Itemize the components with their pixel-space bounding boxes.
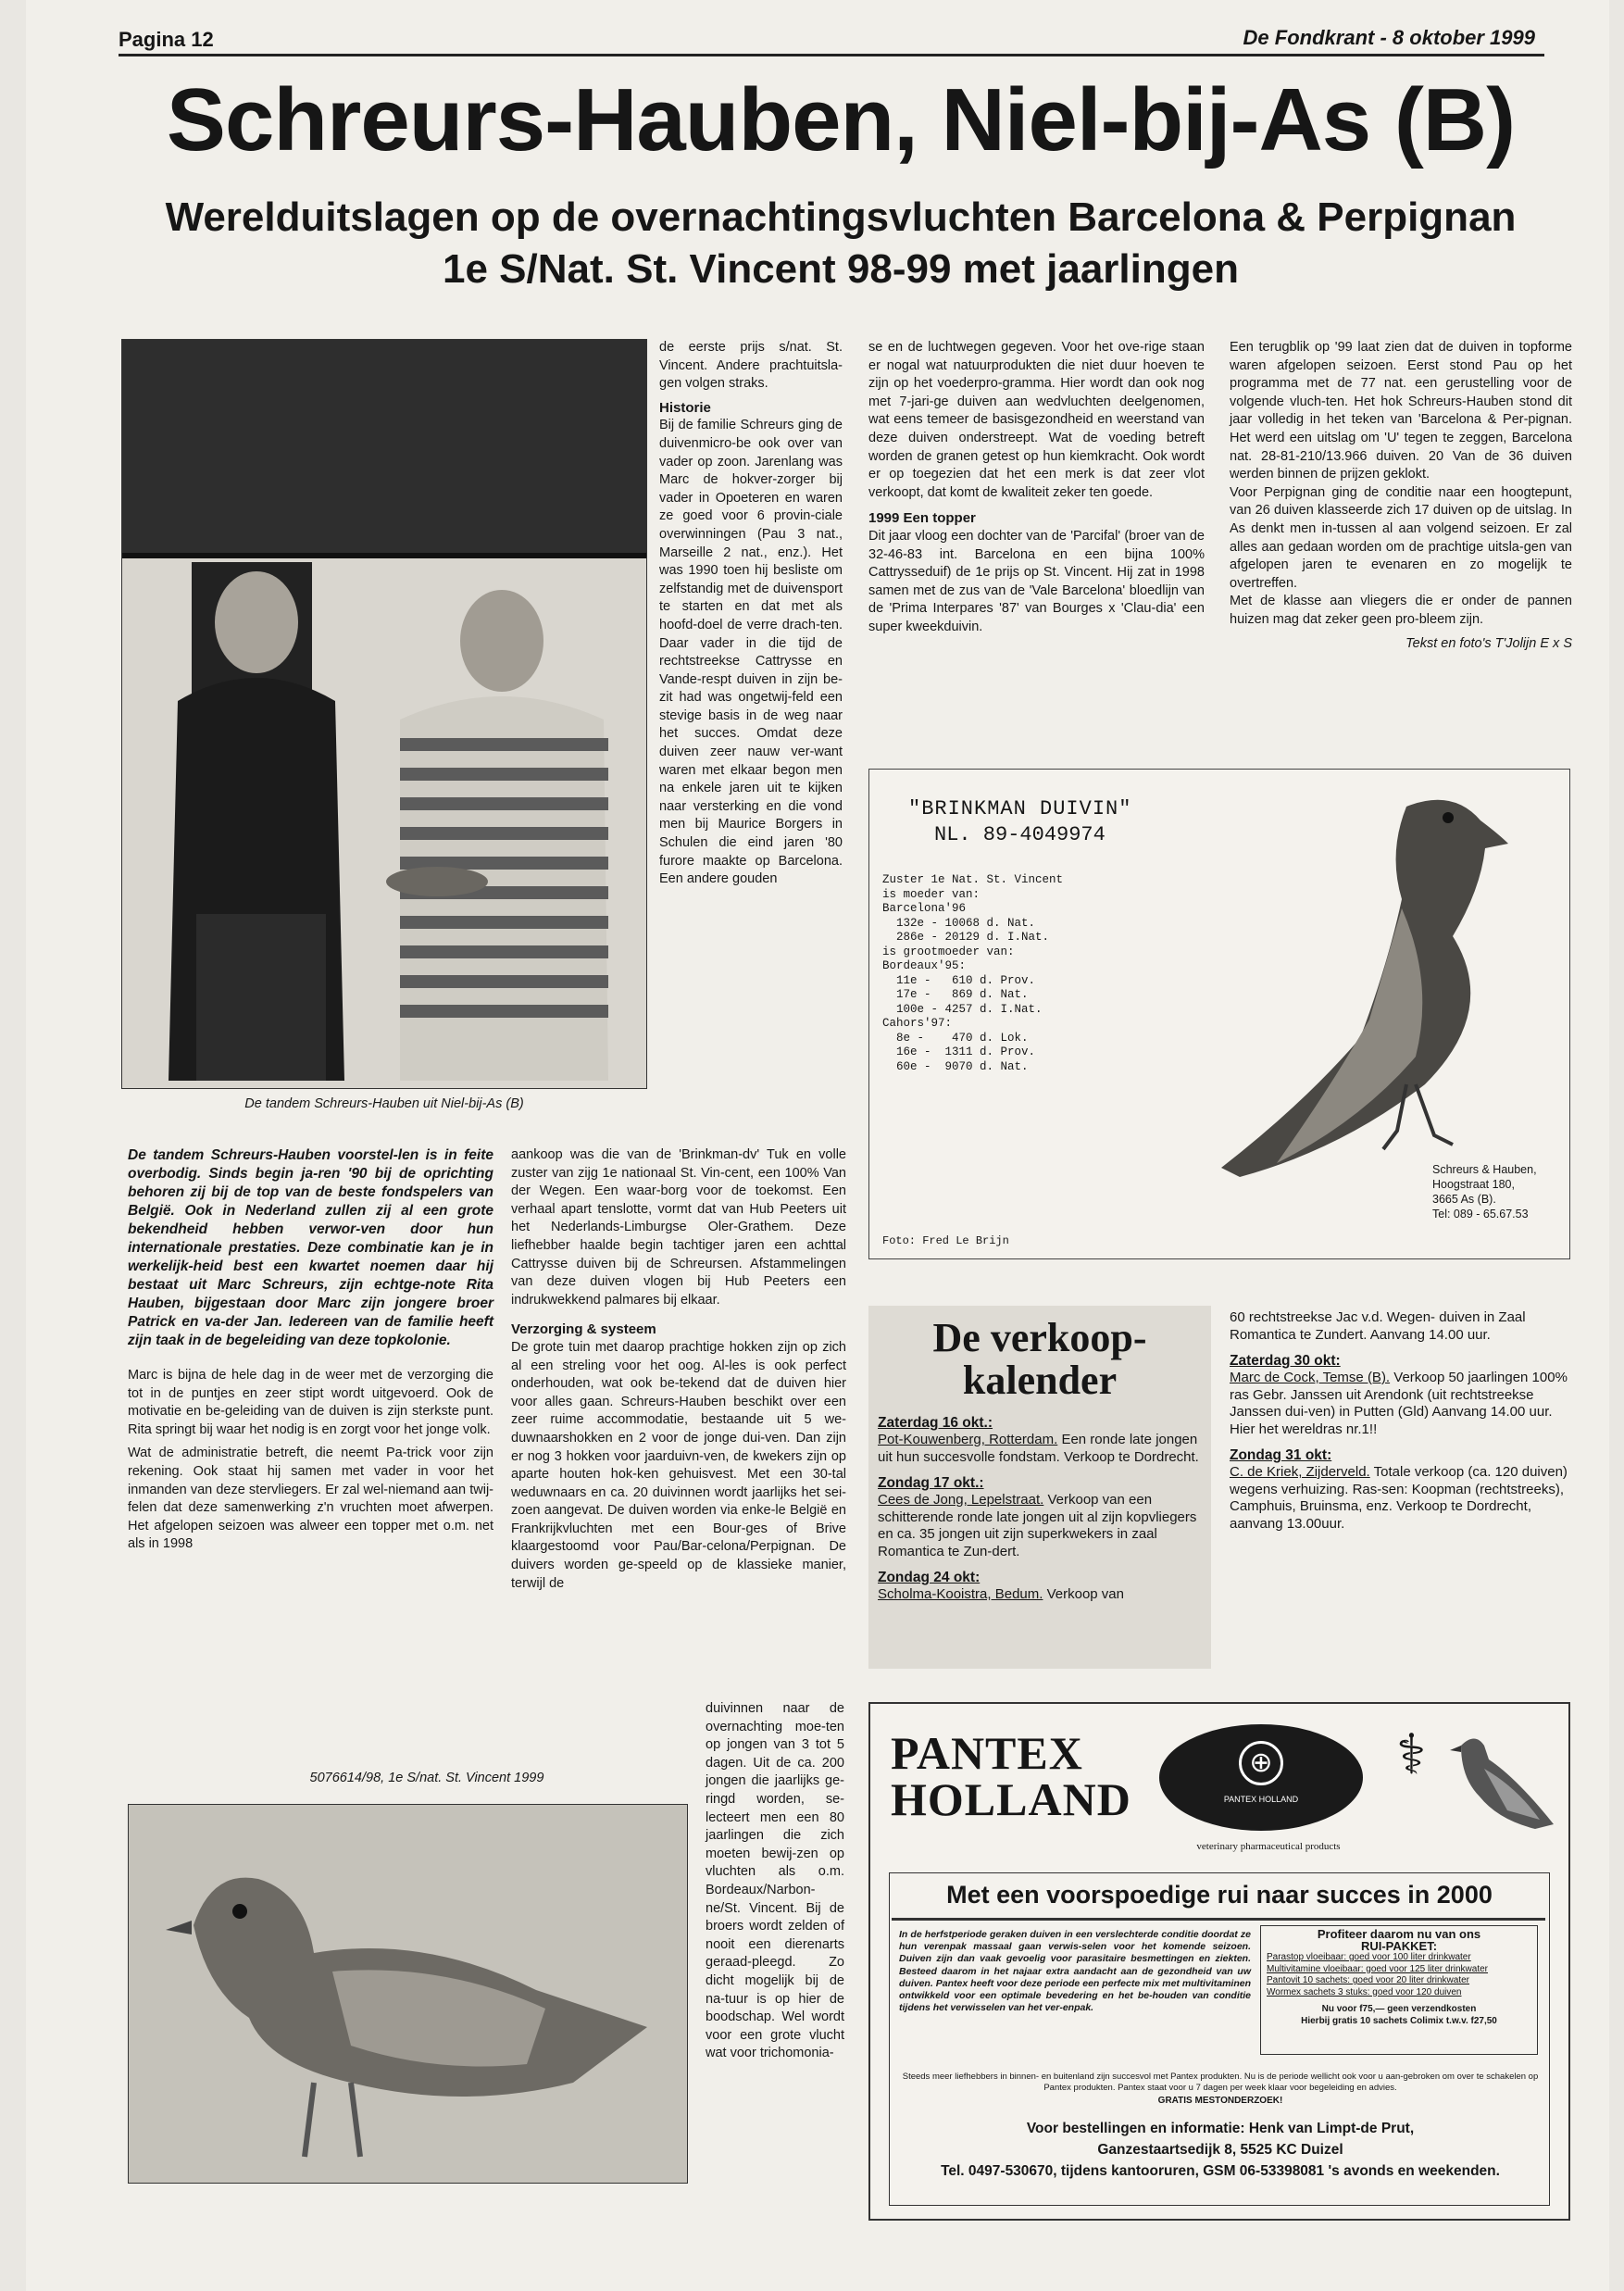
pantex-fine-print: Steeds meer liefhebbers in binnen- en buitenland zijn succesvol met Pantex produkten. Nu is de periode wellicht ook voor u aan-gebroken om over te schakelen op Pantex produkten. Pantex staat voor u 7 dagen per week klaar voor begeleiding en advies. (902, 2072, 1539, 2093)
photo-credit: Tekst en foto's T'Jolijn E x S (1405, 635, 1572, 651)
issue-date: 8 oktober 1999 (1392, 26, 1535, 49)
box-subtitle: RUI-PAKKET: (1360, 1938, 1438, 1953)
kalender-col-right (1230, 1309, 1572, 1533)
pedigree-line: Zuster 1e Nat. St. Vincent (882, 873, 1064, 886)
page-title: Schreurs-Hauben, Niel-bij-As (B) (166, 70, 1516, 169)
address-line: Hoogstraat 180, (1432, 1178, 1515, 1191)
ad-pigeon-name: "BRINKMAN DUIVIN" (908, 797, 1132, 820)
kalender-entry (878, 1492, 1202, 1560)
kalender-entry (1230, 1464, 1572, 1533)
address-line: Tel: 089 - 65.67.53 (1432, 1208, 1529, 1221)
kalender-text: Verkoop 50 jaarlingen 100% ras Gebr. Janssen uit Arendonk (uit rechtstreekse Janssen dui-ven) in Putten (Gld) Aanvang 14.00 uur. Hier het wereldras nr.1!! (1230, 1370, 1568, 1437)
kalender-text: Een ronde late jongen uit hun succesvolle fondstam. Verkoop te Dordrecht. (878, 1432, 1199, 1465)
kalender-date: Zaterdag 16 okt.: (878, 1415, 993, 1431)
paragraph: Wat de administratie betreft, die neemt Pa-trick voor zijn rekening. Ook staat hij samen met vader in voor het inmanden van deze stervliegers. Er zal wel-niemand aan twij-felen dat deze samenwerking z'n vruchten moet afwerpen. Het afgelopen seizoen was alweer een topper met o.m. net als in 1998 (128, 1446, 493, 1552)
pantex-logo-line: PANTEX (891, 1727, 1083, 1779)
pedigree-line: 132e - 10068 d. Nat. (882, 916, 1036, 930)
oval-label: PANTEX HOLLAND (1223, 1795, 1299, 1804)
page-number: Pagina 12 (119, 28, 214, 51)
kalender-seller: Marc de Cock, Temse (B). (1230, 1370, 1391, 1385)
pedigree-line: Cahors'97: (882, 1017, 953, 1030)
photo-caption-1: De tandem Schreurs-Hauben uit Niel-bij-As (B) (244, 1096, 524, 1111)
article-col-narrow-bottom (706, 1700, 844, 2069)
ad-pedigree-list (882, 873, 1063, 1074)
verkoop-kalender (868, 1306, 1572, 1669)
kalender-seller: C. de Kriek, Zijderveld. (1230, 1464, 1370, 1480)
article-col-3 (868, 339, 1205, 643)
box-title: Profiteer daarom nu van ons (1317, 1927, 1481, 1941)
kalender-entries-left (868, 1402, 1211, 1604)
address-line: Schreurs & Hauben, (1432, 1163, 1537, 1176)
divider (892, 1918, 1545, 1921)
pantex-logo-line: HOLLAND (891, 1773, 1131, 1825)
pedigree-line: 286e - 20129 d. I.Nat. (882, 931, 1050, 944)
portrait-photo (121, 339, 647, 1089)
ad-photo-credit: Foto: Fred Le Brijn (882, 1234, 1009, 1247)
subtitle-line-1: Werelduitslagen op de overnachtingsvluchten Barcelona & Perpignan (165, 194, 1517, 240)
pigeon-illustration (1203, 779, 1555, 1223)
globe-icon: ⊕ (1239, 1741, 1283, 1785)
pantex-fine-print-2: GRATIS MESTONDERZOEK! (1157, 2096, 1283, 2106)
intro-paragraph: De tandem Schreurs-Hauben voorstel-len is in feite overbodig. Sinds begin ja-ren '90 bij de oprichting behoren zij bij de top van de beste fondspelers van België. Ook in Nederland zullen zij al een grote bekendheid hebben verwor-ven door hun internationale prestaties. Deze combinatie kan je in werkelijk-heid best een kwartet noemen daar hij bestaat uit Marc Schreurs, zijn echtge-note Rita Hauben, bijgestaan door Marc zijn jongere broer Patrick en va-der Jan. Iedereen van de familie heeft zijn taak in de begeleiding van deze topkolonie. (128, 1147, 493, 1348)
article-col-middle (511, 1146, 846, 1598)
box-bonus: Hierbij gratis 10 sachets Colimix t.w.v. f27,50 (1301, 2015, 1497, 2026)
paragraph: duivinnen naar de overnachting moe-ten op jongen van 3 tot 5 dagen. Uit de ca. 200 jongen die jaarlijks ge-ringd worden, se-lecteert men een 80 jaarlingen die zich moeten bewij-zen op vluchten als o.m. Bordeaux/Narbon-ne/St. Vincent. Bij de broers wordt zelden of nooit een dierenarts geraad-pleegd. Zo dicht mogelijk bij de na-tuur is op hier de boodschap. Wel wordt voor een grote vlucht wat voor trichomonia- (706, 1701, 844, 2061)
caduceus-icon: ⚕ (1396, 1723, 1427, 1785)
header-rule (119, 54, 1544, 56)
pedigree-line: 8e - 470 d. Lok. (882, 1031, 1029, 1045)
pedigree-line: Bordeaux'95: (882, 959, 967, 972)
pantex-offer-box (889, 1872, 1550, 2206)
pedigree-line: is grootmoeder van: (882, 945, 1015, 958)
section-heading: Verzorging & systeem (511, 1321, 656, 1338)
kalender-text: Totale verkoop (ca. 120 duiven) wegens verhuizing. Ras-sen: Koopman (rechtstreeks), Camphuis, Bruinsma, enz. Verkoop te Dordrecht, aanvang 13.00uur. (1230, 1464, 1568, 1532)
article-col-left (128, 1146, 493, 1559)
pantex-logo (891, 1727, 1131, 1825)
kalender-text: Verkoop van (1046, 1586, 1124, 1602)
kalender-text: 60 rechtstreekse Jac v.d. Wegen- duiven in Zaal Romantica te Zundert. Aanvang 14.00 uur. (1230, 1309, 1526, 1343)
kalender-entry (1230, 1370, 1572, 1438)
kalender-seller: Cees de Jong, Lepelstraat. (878, 1492, 1044, 1508)
pigeon-photo (128, 1804, 688, 2184)
section-heading: Historie (659, 399, 711, 416)
pigeon-image (129, 1805, 688, 2184)
contact-line: Voor bestellingen en informatie: Henk van Limpt-de Prut, (1026, 2121, 1415, 2136)
paragraph: se en de luchtwegen gegeven. Voor het ove-rige staan er nogal wat natuurprodukten die niet duur hoeven te zijn op het voederpro-gramma. Hier wordt dan ook nog met 7-jari-ge duiven aan wedvluchten deelgenomen, wat eens temeer de basisgezondheid en weerstand van deze duiven onderstreept. Wat de voeding betreft worden de granen getest op hun kiemkracht. Ook wordt er op toegezien dat het een merk is dat zeer vlot verkoopt, dat komt de kwaliteit zeker ten goede. (868, 340, 1205, 500)
pantex-contact (899, 2118, 1542, 2182)
publication-name: De Fondkrant (1243, 26, 1375, 49)
kalender-date: Zondag 24 okt: (878, 1570, 981, 1585)
paragraph: Bij de familie Schreurs ging de duivenmicro-be ook over van vader op zoon. Jarenlang was Marc de hokver-zorger bij vader in Opoeteren en waren ze goed voor 6 provin-ciale overwinningen (Pau 3 nat., Marseille 2 nat., enz.). Het was 1990 toen hij besliste om zelfstandig met de duivensport te starten en dat met als hoofd-doel de verre drach-ten. Daar vader in die tijd de rechtstreekse Cattrysse en Vande-respt duiven in zijn be-zit had was ongetwij-feld een stevige basis in de weg naar het succes. Omdat deze duiven zeer nauw ver-want waren met elkaar begon men na enkele jaren uit te kijken naar versterking en die vond men bij Maurice Borgers in Schulen die eind jaren '80 furore maakte op Barcelona. Een andere gouden (659, 418, 843, 887)
box-item: Parastop vloeibaar: goed voor 100 liter drinkwater (1267, 1952, 1471, 1962)
pigeon-icon (1433, 1722, 1563, 1852)
kalender-seller: Pot-Kouwenberg, Rotterdam. (878, 1432, 1058, 1447)
box-item: Pantovit 10 sachets: goed voor 20 liter drinkwater (1267, 1975, 1470, 1985)
kalender-entry (878, 1432, 1202, 1466)
pedigree-line: 60e - 9070 d. Nat. (882, 1059, 1029, 1073)
address-line: 3665 As (B). (1432, 1193, 1496, 1206)
box-item: Multivitamine vloeibaar: goed voor 125 liter drinkwater (1267, 1963, 1489, 1974)
paragraph: De grote tuin met daarop prachtige hokken zijn op zich al een streling voor het oog. Al-les is ook perfect onderhouden, wat ook be-tekend dat de duiven hier voor alles gaan. Schreurs-Hauben beschikt over een zeer ruime accommodatie, bestaande uit 5 we-duwnaarshokken en 2 voor de jonge dui-ven. Dan zijn er nog 3 hokken voor jaarduivn-ven, de kwekers zijn op aparte houten hok-ken gehuisvest. Met een 30-tal weduwnaars en ca. 20 duivinnen wordt jaarlijks het sei-zoen aangevat. De duiven worden via enke-le België en Frankrijkvluchten met een Bour-ges of Brive klaargestoomd voor Pau/Bar-celona/Perpignan. De duivers worden ge-speeld op de klassieke manier, terwijl de (511, 1339, 846, 1591)
date-separator: - (1380, 26, 1393, 49)
pantex-body: In de herfstperiode geraken duiven in een verslechterde conditie doordat ze hun verenpak massaal gaan verwis-selen voor het komende seizoen. Duiven zijn dan vaak gevoelig voor parasitaire besmettingen en ziekten. Besteed daarom in het najaar extra aandacht aan de gezondheid van uw duiven. Pantex heeft voor deze periode een perfecte mix met multivitaminen ontwikkeld voor een optimale bevedering en het be-houden van conditie tijdens het verwisselen van het ver-enpak. (899, 1929, 1251, 2014)
section-heading: 1999 Een topper (868, 510, 976, 527)
contact-line: Ganzestaartsedijk 8, 5525 KC Duizel (1097, 2142, 1343, 2158)
pedigree-line: 17e - 869 d. Nat. (882, 988, 1029, 1001)
two-men-photo (122, 340, 647, 1089)
box-item: Wormex sachets 3 stuks: goed voor 120 duiven (1267, 1986, 1462, 1997)
box-price: Nu voor f75,— geen verzendkosten (1321, 2004, 1477, 2014)
article-col-narrow-top (659, 339, 843, 895)
newspaper-page (26, 0, 1609, 2291)
kalender-title: De verkoop-kalender (932, 1315, 1147, 1403)
pantex-oval-logo (1159, 1724, 1363, 1831)
kalender-date: Zondag 31 okt: (1230, 1447, 1332, 1463)
paragraph: Met de klasse aan vliegers die er onder de pannen huizen mag dat zeker geen pro-bleem zijn. (1230, 594, 1572, 627)
pedigree-line: 16e - 1311 d. Prov. (882, 1045, 1036, 1058)
masthead (1243, 26, 1535, 50)
pantex-tagline: veterinary pharmaceutical products (1196, 1841, 1341, 1852)
pantex-headline: Met een voorspoedige rui naar succes in 2000 (946, 1881, 1493, 1909)
article-col-4 (1230, 339, 1572, 658)
kalender-date: Zondag 17 okt.: (878, 1475, 984, 1491)
kalender-entry (878, 1586, 1202, 1604)
pedigree-line: 100e - 4257 d. I.Nat. (882, 1002, 1043, 1016)
paragraph: de eerste prijs s/nat. St. Vincent. Andere prachtuitsla-gen volgen straks. (659, 340, 843, 392)
paragraph: Een terugblik op '99 laat zien dat de duiven in topforme waren afgelopen seizoen. Eerst stond Pau op het programma met de 77 nat. een gerustelling voor de volgende vluch-ten. Het hok Schreurs-Hauben stond dit jaar volledig in het teken van 'Barcelona & Per-pignan. Het werd een uitslag om 'U' tegen te zeggen, Barcelona nat. 28-81-210/13.966 duiven. 20 Van de 36 duiven werden binnen de prijzen geklokt. (1230, 340, 1572, 482)
subtitle-line-2: 1e S/Nat. St. Vincent 98-99 met jaarlingen (443, 246, 1239, 292)
kalender-date: Zaterdag 30 okt: (1230, 1353, 1341, 1369)
brinkman-ad (868, 769, 1570, 1259)
photo-caption-2: 5076614/98, 1e S/nat. St. Vincent 1999 (309, 1771, 544, 1785)
paragraph: Marc is bijna de hele dag in de weer met de verzorging die tot in de puntjes en zeer stipt wordt uitgevoerd. Ook de motivatie en be-geleiding van de duiven is zijn sterkste punt. Rita springt bij waar het nodig is en zorgt voor het jonge volk. (128, 1368, 493, 1437)
ad-ring-number: NL. 89-4049974 (934, 823, 1106, 846)
rui-pakket-box (1260, 1925, 1538, 2055)
ad-address (1432, 1162, 1537, 1221)
paragraph: Voor Perpignan ging de conditie naar een hoogtepunt, van 26 duiven klasseerde zich 17 duiven op de uitslag. In As denkt men in-tussen al aan volgend seizoen. Er zal alles aan gedaan worden om de prachtige uitsla-gen van afgelopen jaren te evenaren en zo mogelijk te overtreffen. (1230, 484, 1572, 591)
paragraph: Dit jaar vloog een dochter van de 'Parcifal' (broer van de 32-46-83 int. Barcelona en een bijna 100% Cattrysseduif) de 1e prijs op St. Vincent. Hij zat in 1998 samen met de zus van de 'Vale Barcelona' bloedlijn van de 'Prima Interpares '87' van Bourges x 'Clau-dia' een super kweekduivin. (868, 528, 1205, 634)
pantex-ad (868, 1702, 1570, 2221)
kalender-text: Verkoop van een schitterende ronde late jongen uit al zijn kopvliegers en ca. 35 jongen uit zijn superkwekers in zaal Romantica te Zun-dert. (878, 1492, 1197, 1559)
pedigree-line: is moeder van: (882, 887, 981, 901)
pedigree-line: Barcelona'96 (882, 902, 967, 915)
pedigree-line: 11e - 610 d. Prov. (882, 973, 1036, 987)
paragraph: aankoop was die van de 'Brinkman-dv' Tuk en volle zuster van zijg 1e nationaal St. Vin-cent, een 100% Van der Wegen. Een waar-borg voor de toekomst. Een verhaal apart tenslotte, vormt dat van Hub Peeters uit het Nederlands-Limburgse Oler-Grathem. Deze liefhebber haalde begin tachtiger jaren een achttal Cattrysse duiven bij de Schreursen. Afstammelingen van deze duiven vlogen bij Hub Peeters een indrukwekkend palmares bij elkaar. (511, 1147, 846, 1308)
contact-line: Tel. 0497-530670, tijdens kantooruren, GSM 06-53398081 's avonds en weekenden. (941, 2163, 1500, 2179)
kalender-col-left (868, 1306, 1211, 1669)
kalender-seller: Scholma-Kooistra, Bedum. (878, 1586, 1043, 1602)
